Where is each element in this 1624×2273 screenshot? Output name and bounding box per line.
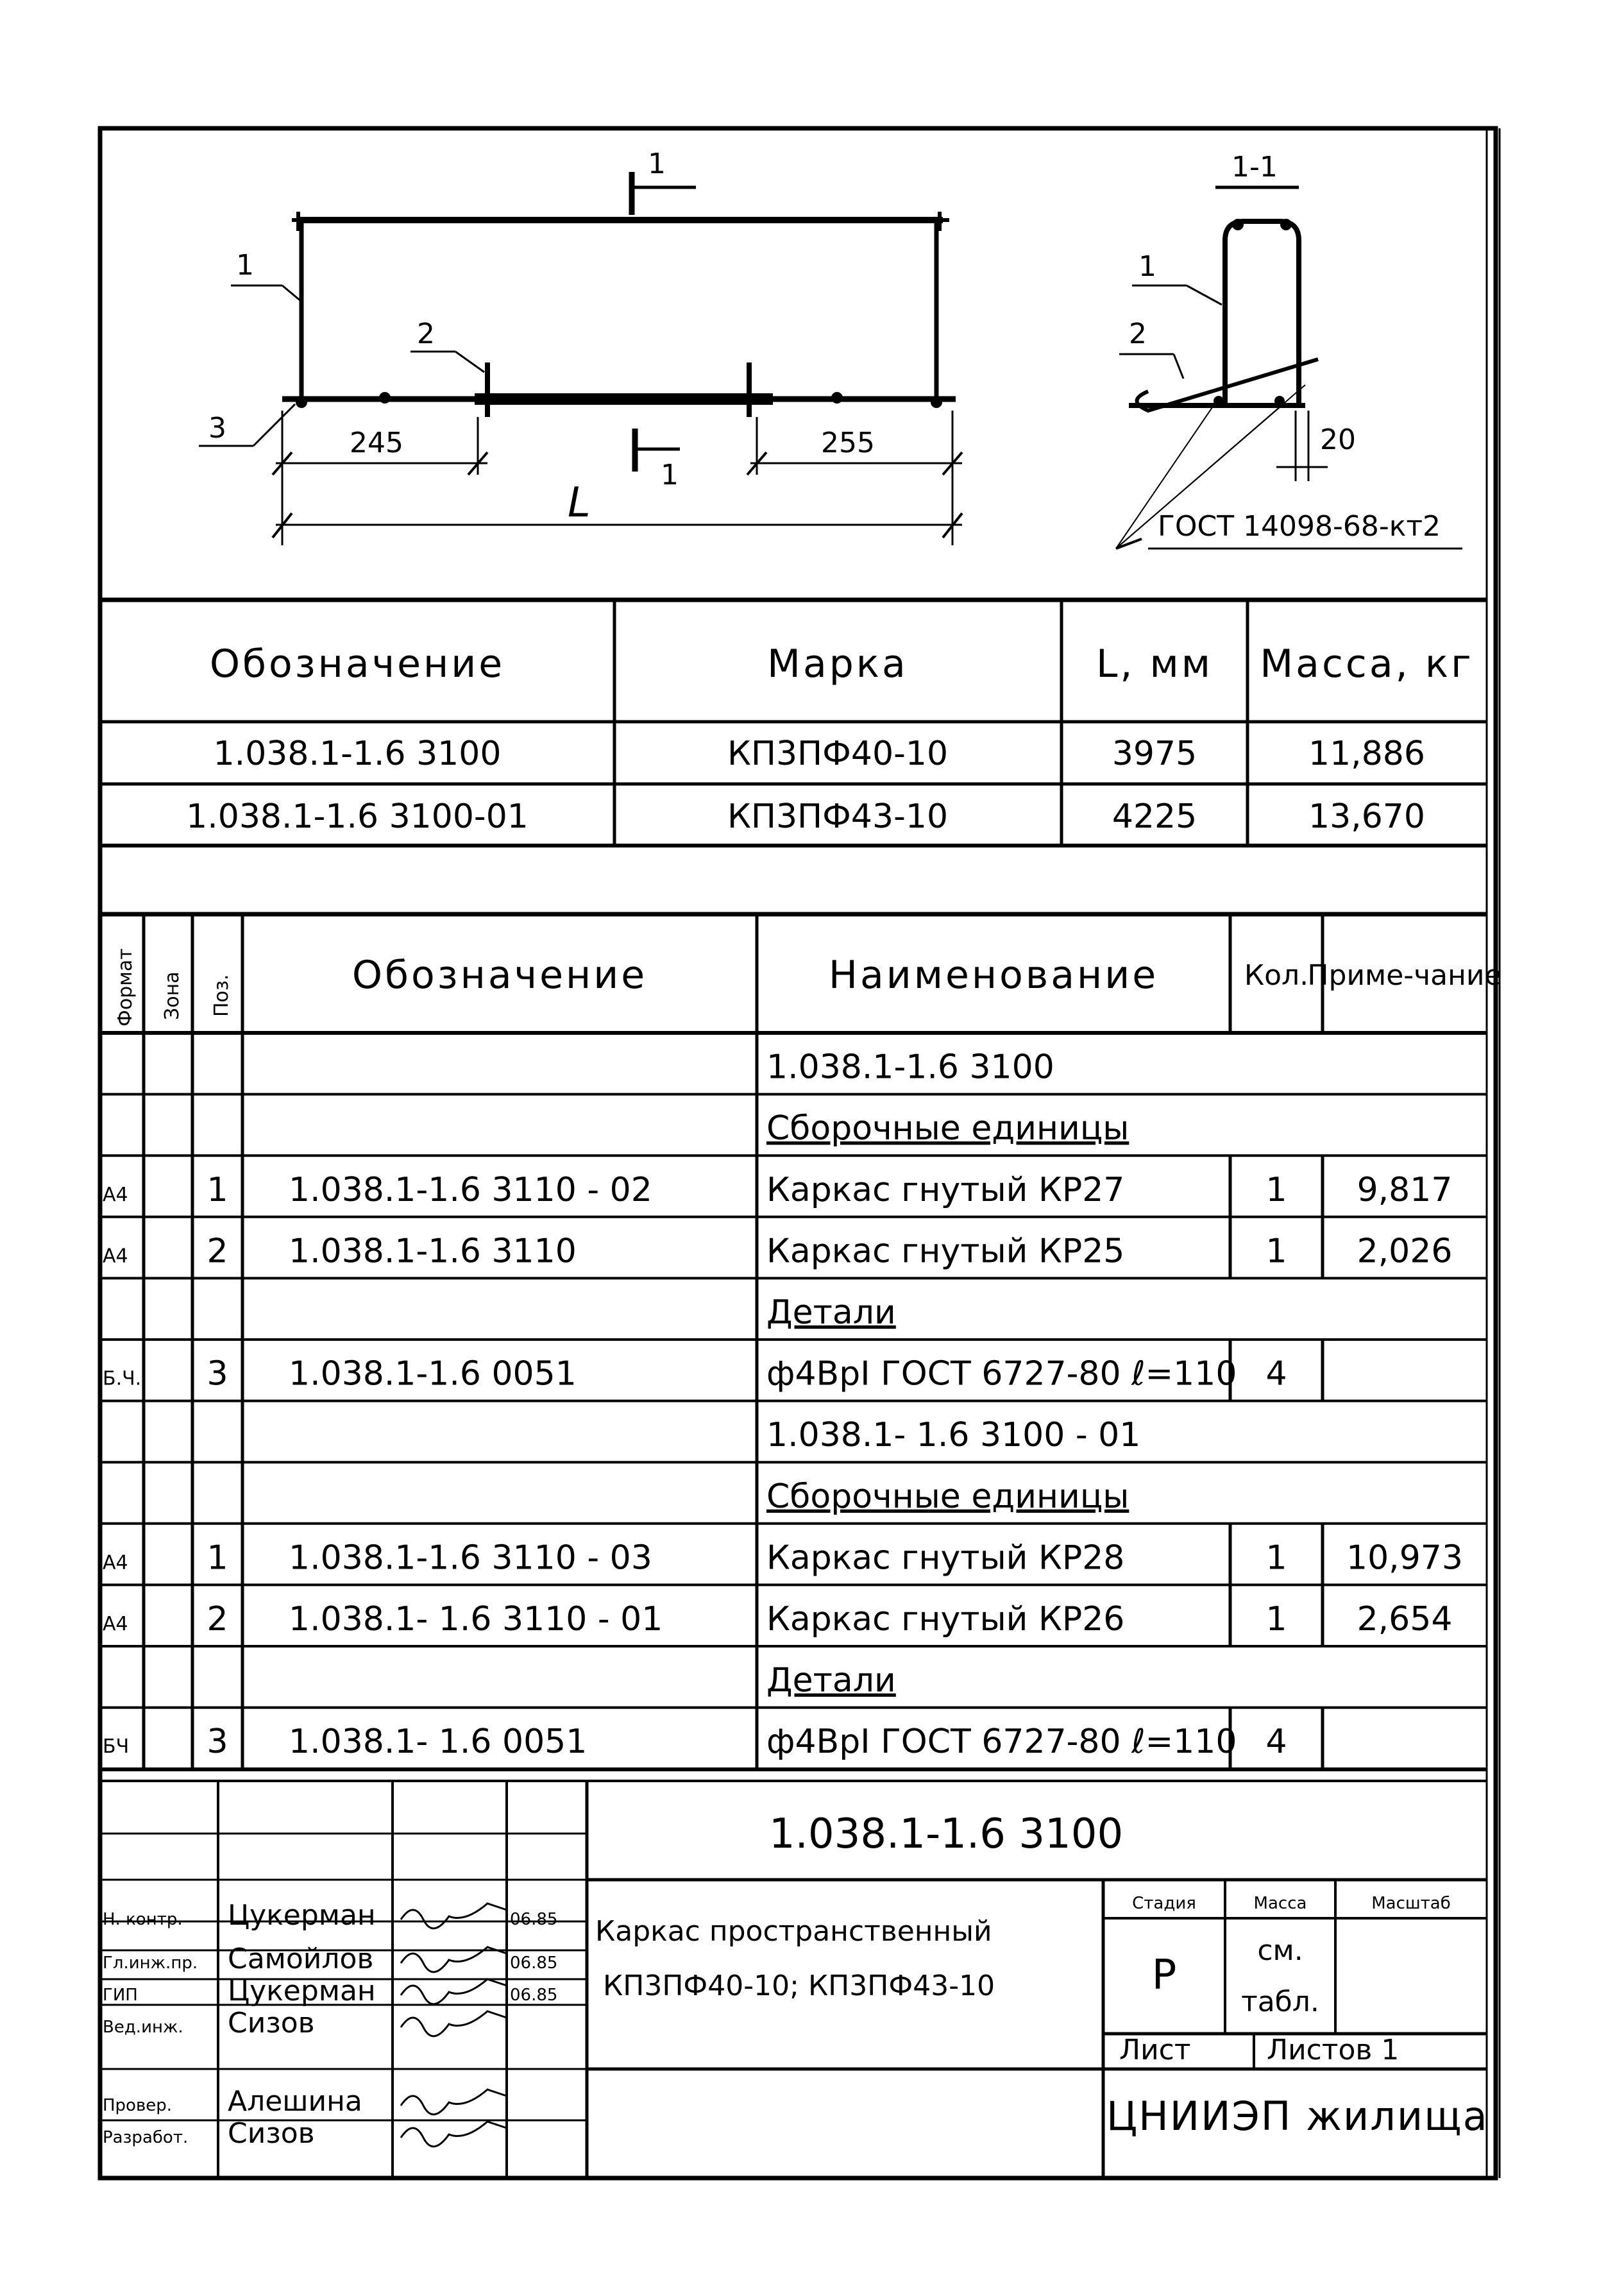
handwritten-signature (401, 2011, 507, 2036)
marks-cell: КП3ПФ40-10 (727, 735, 949, 773)
spec-row (100, 1662, 1487, 1708)
doc-code: 1.038.1-1.6 3100 (768, 1810, 1124, 1858)
mass-value-1: см. (1257, 1934, 1303, 1967)
spec-cell-pos: 1 (207, 1538, 228, 1578)
mass-label: Масса (1253, 1894, 1307, 1913)
section-mark-top (632, 148, 696, 215)
svg-text:1: 1 (661, 459, 679, 491)
section-callout-2: 2 (1129, 318, 1147, 350)
marks-cell: 13,670 (1308, 797, 1425, 836)
mass-value-2: табл. (1241, 1986, 1319, 2018)
callout-2: 2 (417, 318, 435, 350)
org-stamp: ЦНИИЭП жилища (1106, 2093, 1489, 2140)
spec-row (100, 1524, 1487, 1585)
marks-table (100, 600, 1487, 846)
callout-1: 1 (236, 249, 254, 282)
spec-row (100, 1293, 1487, 1340)
spec-cell-name: ф4ВрI ГОСТ 6727-80 ℓ=110 (766, 1723, 1237, 1762)
spec-row (100, 1585, 1487, 1646)
spec-cell-format: БЧ (103, 1735, 130, 1758)
spec-cell-name: ф4ВрI ГОСТ 6727-80 ℓ=110 (766, 1354, 1237, 1393)
signature-role: Разработ. (103, 2128, 189, 2147)
spec-cell-qty: 1 (1265, 1170, 1287, 1209)
title-line-1: Каркас пространственный (595, 1915, 992, 1948)
spec-cell-pos: 2 (207, 1232, 228, 1271)
spec-row (100, 1109, 1487, 1155)
dimension-245 (273, 411, 487, 475)
section-1-1-view (1116, 151, 1462, 549)
section-callout-1: 1 (1138, 250, 1156, 283)
spec-cell-note: 2,654 (1357, 1600, 1453, 1639)
marks-cell: 11,886 (1308, 735, 1425, 773)
spec-header-note: Приме-чание (1307, 959, 1502, 992)
spec-row (100, 1217, 1487, 1279)
section-title: 1-1 (1231, 151, 1278, 183)
signature-row (103, 2117, 507, 2150)
marks-header-mass: Масса, кг (1260, 642, 1474, 686)
marks-header-length: L, мм (1095, 642, 1214, 686)
dimension-total (273, 475, 962, 545)
spec-cell-note: 10,973 (1346, 1538, 1463, 1578)
spec-row (103, 1708, 1323, 1769)
spec-cell-qty: 4 (1265, 1354, 1287, 1393)
signature-date: 06.85 (510, 1986, 558, 2005)
spec-header-pos: Поз. (210, 974, 233, 1017)
sheets-label: Листов 1 (1267, 2034, 1400, 2066)
spec-header-format: Формат (114, 948, 137, 1026)
handwritten-signature (401, 2090, 507, 2115)
spec-rows (100, 1048, 1487, 1769)
callout-3: 3 (208, 412, 226, 445)
signature-role: Вед.инж. (103, 2018, 183, 2037)
spec-cell-designation: 1.038.1-1.6 3110 - 02 (289, 1170, 652, 1209)
marks-cell: 4225 (1112, 797, 1197, 836)
signature-role: Н. контр. (103, 1910, 183, 1929)
signature-row (103, 2007, 507, 2039)
handwritten-signature (401, 1979, 507, 2004)
signature-date: 06.85 (510, 1954, 558, 1973)
sheet-label: Лист (1119, 2034, 1191, 2066)
spec-cell-format: А4 (103, 1613, 128, 1635)
spec-header-qty: Кол. (1244, 959, 1309, 992)
spec-cell-qty: 1 (1265, 1600, 1287, 1639)
spec-cell-name: 1.038.1-1.6 3100 (766, 1048, 1054, 1087)
handwritten-signature (401, 2122, 507, 2147)
spec-cell-note: 9,817 (1357, 1170, 1453, 1209)
spec-cell-designation: 1.038.1- 1.6 3110 - 01 (289, 1600, 663, 1639)
spec-cell-name: Каркас гнутый КР26 (766, 1600, 1125, 1639)
signature-role: ГИП (103, 1986, 138, 2005)
signature-role: Гл.инж.пр. (103, 1954, 198, 1973)
spec-cell-format: А4 (103, 1183, 128, 1206)
gost-note: ГОСТ 14098-68-кт2 (1158, 510, 1441, 543)
signature-row (103, 2085, 507, 2118)
spec-header-zone: Зона (161, 971, 183, 1020)
spec-cell-designation: 1.038.1-1.6 3110 (289, 1232, 577, 1271)
signature-name: Сизов (228, 2007, 315, 2039)
signature-date: 06.85 (510, 1910, 558, 1929)
spec-header-name: Наименование (828, 953, 1159, 998)
signature-name: Самойлов (228, 1943, 374, 1975)
svg-text:L: L (568, 479, 591, 527)
stage-value: Р (1151, 1952, 1177, 1999)
spec-cell-qty: 1 (1265, 1232, 1287, 1271)
spec-row (100, 1340, 1487, 1401)
spec-cell-name: Каркас гнутый КР28 (766, 1538, 1125, 1578)
frame-elevation-view (199, 148, 962, 545)
sheet-frame (100, 128, 1500, 2178)
spec-cell-pos: 1 (207, 1170, 228, 1209)
spec-cell-name: 1.038.1- 1.6 3100 - 01 (766, 1416, 1141, 1455)
marks-cell: 1.038.1-1.6 3100-01 (186, 797, 529, 836)
spec-row (100, 1048, 1487, 1094)
svg-text:255: 255 (821, 427, 875, 459)
spec-cell-name: Каркас гнутый КР25 (766, 1232, 1125, 1271)
spec-cell-pos: 2 (207, 1600, 228, 1639)
dimension-255 (747, 411, 962, 475)
spec-cell-pos: 3 (207, 1723, 228, 1762)
signature-name: Цукерман (228, 1899, 376, 1932)
spec-cell-name: Сборочные единицы (766, 1477, 1129, 1516)
title-block (100, 1781, 1489, 2178)
spec-row (100, 1155, 1487, 1217)
signature-row (103, 1899, 557, 1932)
svg-text:20: 20 (1320, 423, 1356, 456)
scale-label: Масштаб (1371, 1894, 1451, 1913)
spec-row (100, 1477, 1487, 1524)
spec-cell-format: А4 (103, 1245, 128, 1268)
signature-name: Сизов (228, 2117, 315, 2150)
stage-label: Стадия (1132, 1894, 1196, 1913)
signature-name: Алешина (228, 2085, 362, 2118)
marks-cell: 1.038.1-1.6 3100 (213, 735, 502, 773)
spec-cell-format: Б.Ч. (103, 1367, 142, 1390)
spec-row (100, 1416, 1487, 1462)
spec-cell-name: Детали (766, 1661, 896, 1700)
marks-cell: 3975 (1112, 735, 1197, 773)
marks-header-mark: Марка (767, 642, 908, 686)
svg-text:245: 245 (350, 427, 403, 459)
signature-role: Провер. (103, 2096, 173, 2115)
spec-cell-note: 2,026 (1357, 1232, 1453, 1271)
spec-cell-pos: 3 (207, 1354, 228, 1393)
spec-cell-name: Сборочные единицы (766, 1109, 1129, 1148)
spec-cell-name: Детали (766, 1293, 896, 1332)
spec-cell-format: А4 (103, 1551, 128, 1574)
section-mark-bottom (635, 429, 680, 491)
spec-header-designation: Обозначение (351, 953, 648, 998)
svg-text:1: 1 (648, 148, 666, 180)
spec-cell-designation: 1.038.1-1.6 3110 - 03 (289, 1538, 652, 1578)
signature-name: Цукерман (228, 1975, 376, 2007)
signature-row (103, 1943, 557, 1975)
marks-cell: КП3ПФ43-10 (727, 797, 949, 836)
spec-cell-name: Каркас гнутый КР27 (766, 1170, 1125, 1209)
spec-table (100, 914, 1502, 1781)
handwritten-signature (401, 1903, 507, 1928)
spec-cell-designation: 1.038.1- 1.6 0051 (289, 1723, 588, 1762)
spec-cell-qty: 4 (1265, 1723, 1287, 1762)
signature-rows (100, 1880, 587, 2178)
spec-cell-designation: 1.038.1-1.6 0051 (289, 1354, 577, 1393)
marks-header-designation: Обозначение (209, 642, 505, 686)
title-line-2: КП3ПФ40-10; КП3ПФ43-10 (603, 1970, 995, 2002)
spec-cell-qty: 1 (1265, 1538, 1287, 1578)
